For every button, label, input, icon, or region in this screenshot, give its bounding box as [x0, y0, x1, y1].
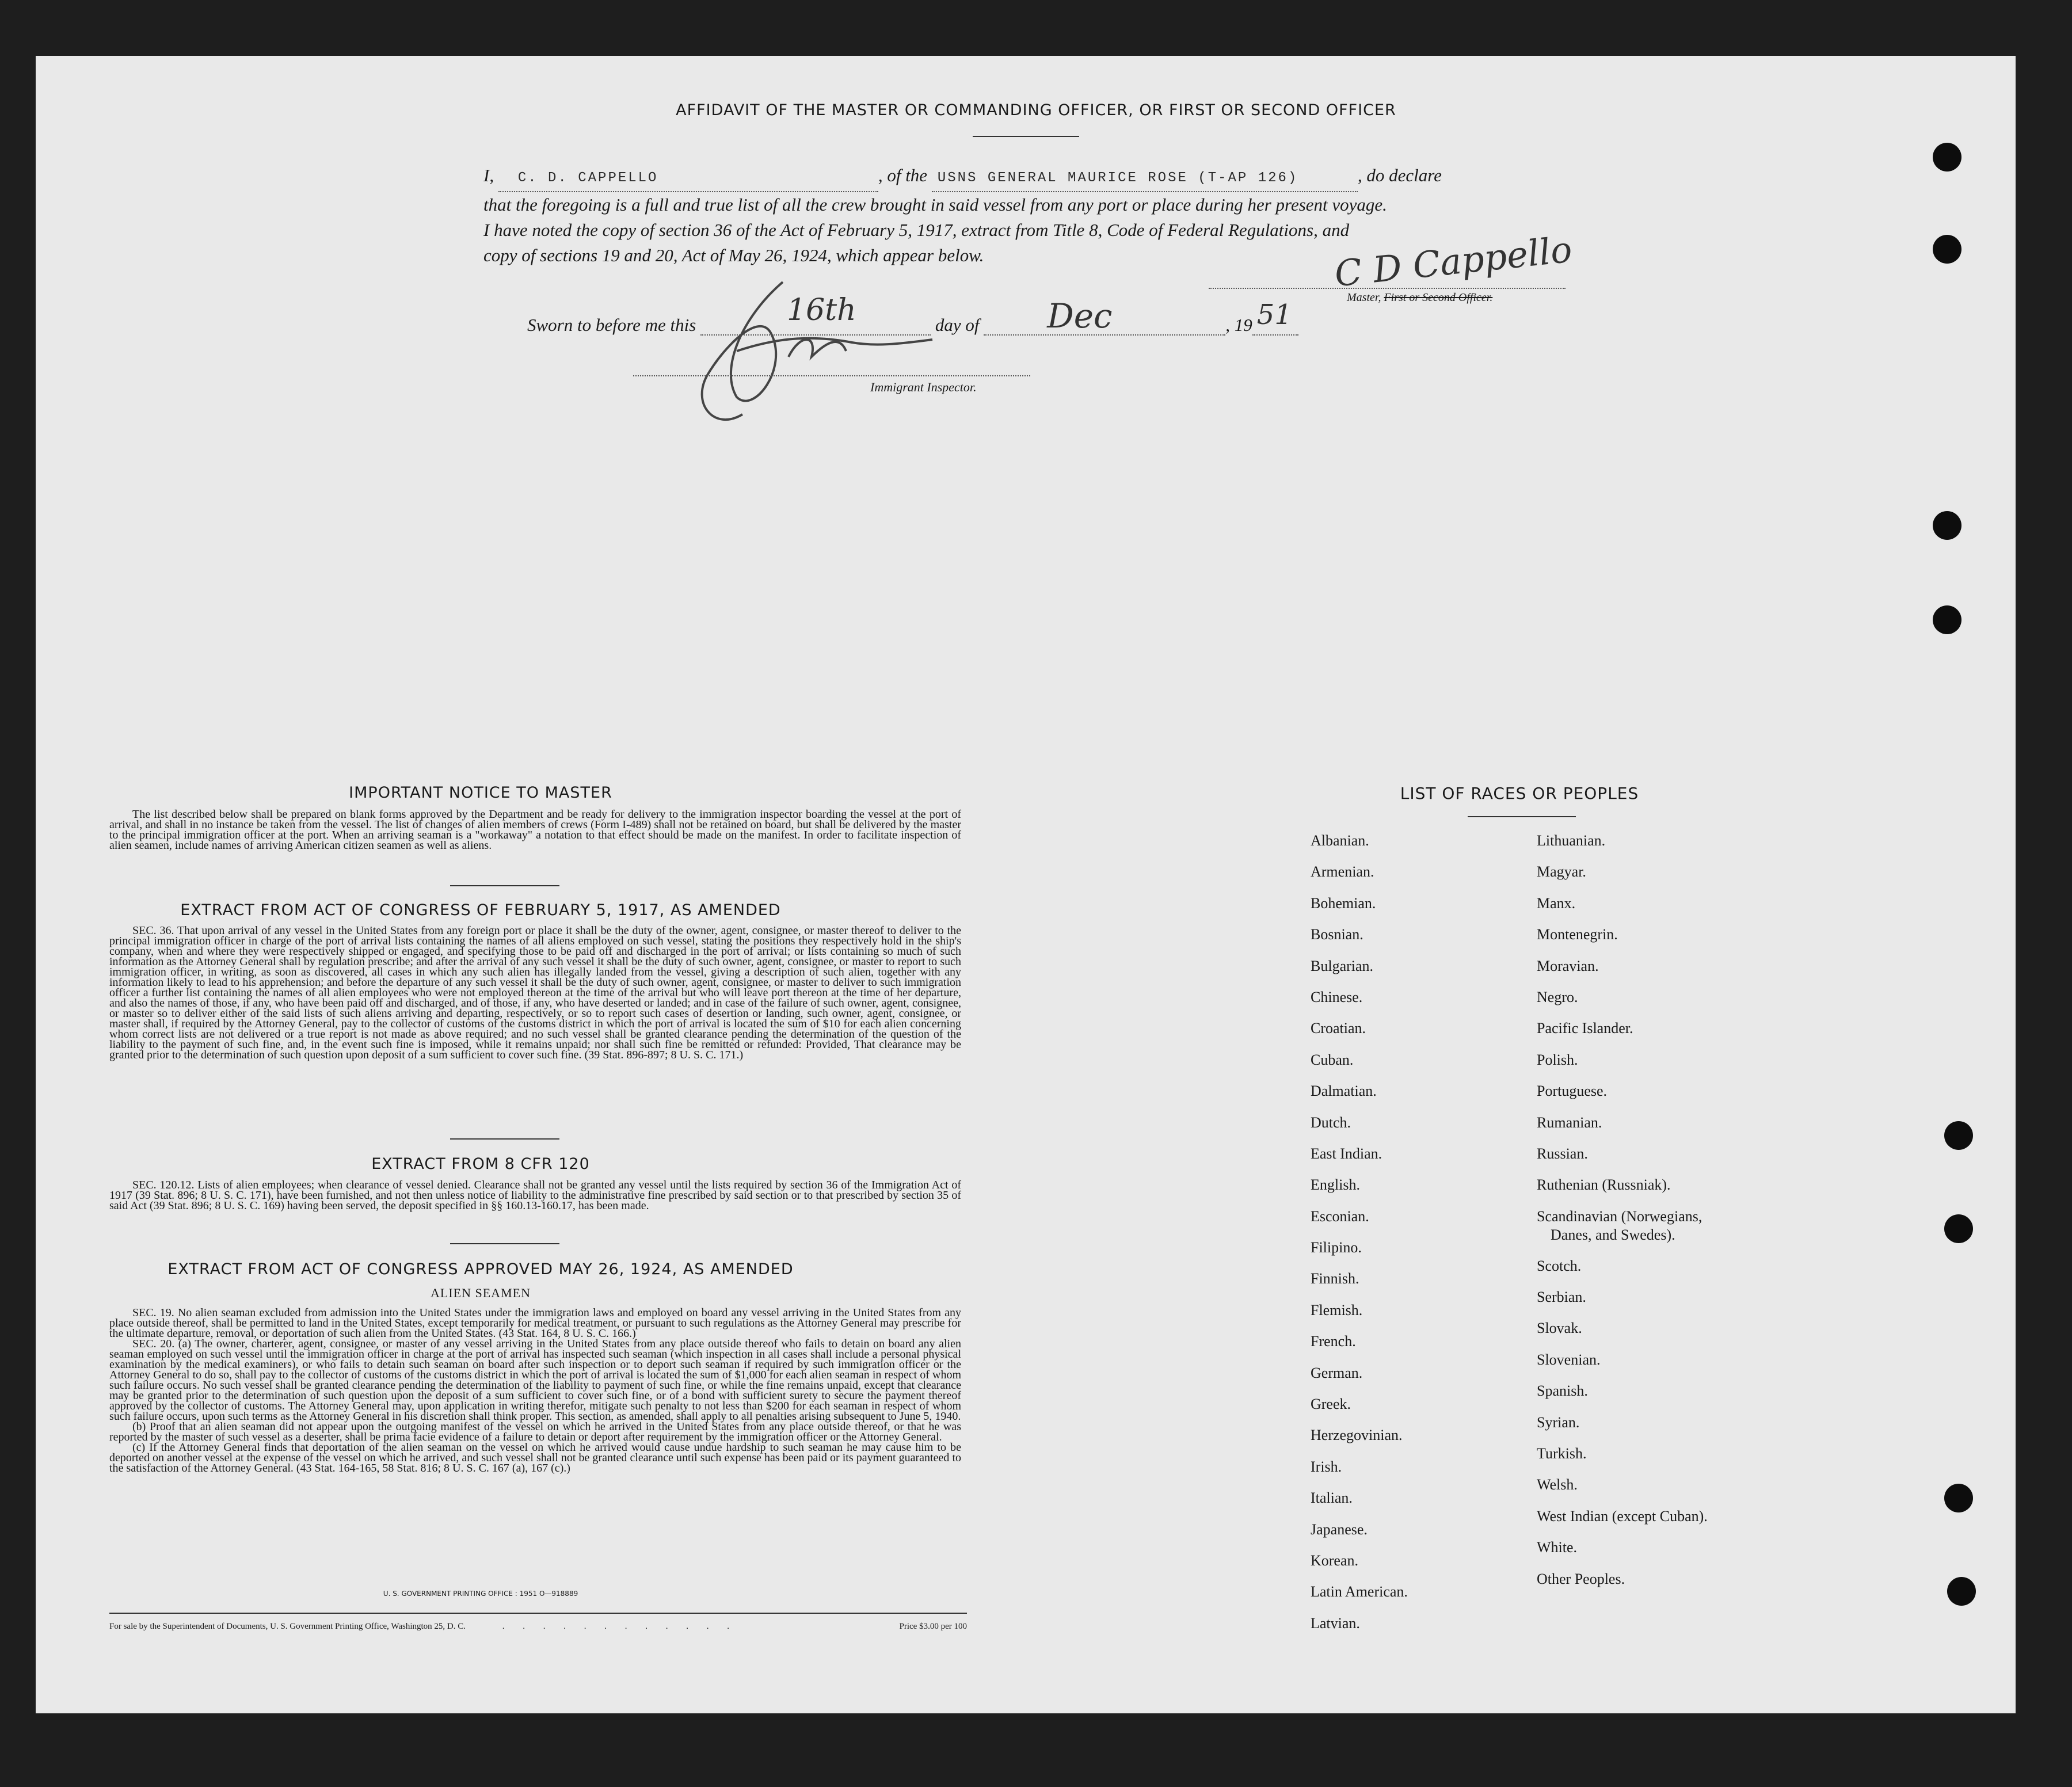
- race-item: Serbian.: [1537, 1289, 1586, 1306]
- race-item: Moravian.: [1537, 957, 1599, 974]
- struck-officer-label: First or Second Officer.: [1384, 291, 1493, 304]
- punch-hole: [1944, 1121, 1973, 1150]
- race-item: Pacific Islander.: [1537, 1020, 1633, 1037]
- inspector-label: Immigrant Inspector.: [870, 380, 977, 394]
- race-item: Spanish.: [1537, 1382, 1588, 1400]
- race-item: Russian.: [1537, 1145, 1588, 1162]
- section-divider: [450, 885, 559, 886]
- section-divider: [450, 1138, 559, 1140]
- footer-rule: [109, 1613, 967, 1614]
- race-item: White.: [1537, 1539, 1578, 1556]
- race-item: Negro.: [1537, 988, 1578, 1005]
- affidavit-line-4: copy of sections 19 and 20, Act of May 26, 1924, which appear below.: [483, 245, 984, 265]
- vessel-name-field: [932, 163, 1358, 192]
- race-item: French.: [1311, 1333, 1356, 1350]
- race-item: Esconian.: [1311, 1207, 1369, 1225]
- race-item: Irish.: [1311, 1458, 1342, 1475]
- notice-body: The list described below shall be prepared on blank forms approved by the Department and be ready for delivery to the immigration inspector boarding the vessel at the port of arrival, and shall in no instance be taken from the vessel. The list of changes of alien members of crews (Form I-489) shall not be retained on board, but shall be delivered by the master to the principal immigration officer at the port. When an arriving seaman is a "workaway" a notation to that effect should be made on the manifest. In order to facilitate inspection of alien seamen, include names of arriving American citizen seamen as well as aliens.: [109, 808, 961, 852]
- races-right-column: [1537, 825, 1825, 1595]
- race-item: Filipino.: [1311, 1239, 1362, 1256]
- race-item: Finnish.: [1311, 1270, 1359, 1287]
- races-divider: [1468, 816, 1576, 817]
- gpo-imprint: U. S. GOVERNMENT PRINTING OFFICE : 1951 O—918889: [383, 1590, 578, 1598]
- master-title: Master, First or Second Officer.: [1347, 291, 1493, 304]
- master-name-field: [498, 163, 878, 192]
- alien-seamen-subtitle: ALIEN SEAMEN: [431, 1286, 531, 1300]
- inspector-signature-line: [633, 375, 1030, 376]
- affidavit-line-1: I, C. D. CAPPELLO , of the USNS GENERAL MAURICE ROSE (T-AP 126) , do declare: [483, 163, 1577, 192]
- section-divider: [450, 1243, 559, 1244]
- race-item: Bulgarian.: [1311, 957, 1374, 974]
- race-item: Magyar.: [1537, 863, 1586, 881]
- races-left-column: [1311, 825, 1529, 1639]
- race-item: Korean.: [1311, 1552, 1359, 1569]
- race-item: Chinese.: [1311, 988, 1363, 1005]
- race-item: Dalmatian.: [1311, 1083, 1377, 1100]
- race-item: Lithuanian.: [1537, 832, 1606, 849]
- affidavit-line-3: I have noted the copy of section 36 of the Act of February 5, 1917, extract from Title 8, Code of Federal Regulations, and: [483, 220, 1350, 240]
- race-item: Scandinavian (Norwegians,: [1537, 1207, 1702, 1225]
- race-item: Other Peoples.: [1537, 1570, 1625, 1587]
- sworn-year-field: [1252, 299, 1298, 336]
- race-item: Latvian.: [1311, 1614, 1360, 1632]
- punch-hole: [1944, 1484, 1973, 1512]
- race-item: German.: [1311, 1364, 1363, 1381]
- race-item: Portuguese.: [1537, 1083, 1608, 1100]
- master-signature: C D Cappello: [1332, 228, 1574, 295]
- race-item: Bosnian.: [1311, 926, 1363, 943]
- race-item: Greek.: [1311, 1396, 1351, 1413]
- extract-cfr-title: EXTRACT FROM 8 CFR 120: [371, 1155, 590, 1173]
- race-item: Croatian.: [1311, 1020, 1366, 1037]
- race-item: Montenegrin.: [1537, 926, 1618, 943]
- races-title: LIST OF RACES OR PEOPLES: [1400, 784, 1639, 803]
- race-item: Ruthenian (Russniak).: [1537, 1176, 1671, 1194]
- sworn-line: Sworn to before me this 16th day of Dec , 19 51: [527, 314, 1298, 336]
- master-name: C. D. CAPPELLO: [517, 170, 658, 186]
- race-item: Dutch.: [1311, 1114, 1351, 1131]
- race-item: Turkish.: [1537, 1445, 1587, 1462]
- race-item: East Indian.: [1311, 1145, 1382, 1162]
- race-item: Japanese.: [1311, 1521, 1368, 1538]
- race-item: Slovenian.: [1537, 1351, 1601, 1368]
- race-item: Armenian.: [1311, 863, 1374, 881]
- extract-1917-body: SEC. 36. That upon arrival of any vessel in the United States from any foreign port or place it shall be the duty of the owner, agent, consignee, or master thereof to deliver to the principal immigration officer in charge of the port of arrival lists containing the names of all aliens employed on such vessel, stating the positions they respectively hold in the ship's company, when and where they were respectively shipped or engaged, and specifying those to be paid off and discharged in the port of arrival; or lists containing so much of such information as the Attorney General shall by regulation prescribe; and after the arrival of any such vessel it shall be the duty of such owner, agent, consignee, or master to report to such immigration officer, in writing, as soon as discovered, all cases in which any such alien has illegally landed from the vessel, giving a description of such alien, together with any information likely to lead to his apprehension; and before the departure of any such vessel it shall be the duty of such owner, agent, consignee, or master to deliver to such immigration officer a further list containing the names of all alien employees who were not employed thereon at the time of the arrival but who will leave port thereon at the time of her departure, and also the names of those, if any, who have been paid off and discharged, and of those, if any, who have deserted or landed; and in case of the failure of such owner, agent, consignee, or master so to deliver either of the said lists of such aliens arriving and departing, respectively, or so to report such cases of desertion or landing, such owner, agent, consignee, or master shall, if required by the Attorney General, pay to the collector of customs of the customs district in which the port of arrival is located the sum of $10 for each alien concerning whom correct lists are not delivered or a true report is not made as above required; and no such vessel shall be granted clearance pending the determination of the question of the liability to the payment of such fine, and, in the event such fine is imposed, while it remains unpaid; nor shall such fine be remitted or refunded: Provided, That clearance may be granted prior to the determination of such question upon deposit of a sum sufficient to cover such fine. (39 Stat. 896-897; 8 U. S. C. 171.): [109, 924, 961, 1061]
- vessel-name: USNS GENERAL MAURICE ROSE (T-AP 126): [937, 170, 1298, 186]
- punch-hole: [1933, 235, 1961, 264]
- sworn-day: 16th: [787, 293, 856, 327]
- sworn-year: 51: [1256, 299, 1292, 331]
- race-item: Rumanian.: [1537, 1114, 1602, 1131]
- punch-hole: [1933, 143, 1961, 172]
- race-item: Scotch.: [1537, 1257, 1582, 1274]
- race-item: Slovak.: [1537, 1320, 1582, 1337]
- affidavit-title: AFFIDAVIT OF THE MASTER OR COMMANDING OFFICER, OR FIRST OR SECOND OFFICER: [676, 101, 1396, 119]
- extract-1924-title: EXTRACT FROM ACT OF CONGRESS APPROVED MAY 26, 1924, AS AMENDED: [167, 1260, 794, 1278]
- race-item: Flemish.: [1311, 1301, 1363, 1319]
- punch-hole: [1947, 1577, 1976, 1606]
- sworn-month-field: [984, 296, 1225, 336]
- race-item: Bohemian.: [1311, 894, 1376, 912]
- race-item: Latin American.: [1311, 1583, 1408, 1601]
- inspector-signature: [656, 270, 955, 443]
- race-item: Welsh.: [1537, 1476, 1578, 1493]
- race-item: Manx.: [1537, 894, 1576, 912]
- title-divider: [973, 136, 1079, 137]
- punch-hole: [1944, 1214, 1973, 1243]
- race-item: Albanian.: [1311, 832, 1369, 849]
- race-item: Danes, and Swedes).: [1551, 1226, 1675, 1243]
- sworn-month: Dec: [1047, 296, 1113, 336]
- race-item: English.: [1311, 1176, 1360, 1194]
- race-item: Syrian.: [1537, 1413, 1580, 1431]
- extract-cfr-body: SEC. 120.12. Lists of alien employees; when clearance of vessel denied. Clearance shall not be granted any vessel until the lists required by section 36 of the Immigration Act of 1917 (39 Stat. 896; 8 U. S. C. 171), have been furnished, and not then unless notice of liability to the administrative fine prescribed by said section or to that prescribed by section 35 of said Act (39 Stat. 896; 8 U. S. C. 169) having been served, the deposit specified in §§ 160.13-160.17, has been made.: [109, 1179, 961, 1212]
- punch-hole: [1933, 605, 1961, 634]
- notice-title: IMPORTANT NOTICE TO MASTER: [349, 784, 612, 802]
- race-item: Italian.: [1311, 1489, 1353, 1507]
- punch-hole: [1933, 511, 1961, 540]
- master-signature-line: [1209, 288, 1566, 289]
- race-item: Cuban.: [1311, 1051, 1354, 1068]
- race-item: Herzegovinian.: [1311, 1427, 1403, 1444]
- race-item: Polish.: [1537, 1051, 1578, 1068]
- extract-1924-body: SEC. 19. No alien seaman excluded from admission into the United States under the immigration laws and employed on board any vessel arriving in the United States from any place outside thereof, shall be permitted to land in the United States, except temporarily for medical treatment, or pursuant to such regulations as the Attorney General may prescribe for the ultimate departure, removal, or deportation of such alien from the United States. (43 Stat. 164, 8 U. S. C. 166.) SEC. 20. (a) The owner, charterer, agent, consignee, or master of any vessel arriving in the United States from any place outside thereof who fails to detain on board any alien seaman employed on such vessel until the immigration officer in charge at the port of arrival has inspected such seaman (which inspection in all cases shall include a personal physical examination by the medical examiners), or who fails to detain such seaman on board after such inspection or to deport such seaman if required by such immigration officer or the Attorney General to do so, shall pay to the collector of customs of the customs district in which the port of arrival is located the sum of $1,000 for each alien seaman in respect of whom such failure occurs. No such vessel shall be granted clearance pending the determination of the liability to payment of such fine, or while the fine remains unpaid, except that clearance may be granted prior to the determination of such question upon the deposit of a sum sufficient to cover such fine, or of a bond with sufficient surety to secure the payment thereof approved by the collector of customs. The Attorney General may, upon application in writing therefor, mitigate such penalty to not less than $200 for each seaman in respect of whom such failure occurs, upon such terms as the Attorney General in his discretion shall think proper. This section, as amended, shall apply to all penalties arising subsequent to June 5, 1940. (b) Proof that an alien seaman did not appear upon the outgoing manifest of the vessel on which he arrived in the United States from any place outside thereof, or that he was reported by the master of such vessel as a deserter, shall be prima facie evidence of a failure to detain or deport after requirement by the immigration officer or the Attorney General. (c) If the Attorney General finds that deportation of the alien seaman on the vessel on which he arrived would cause undue hardship to such seaman he may cause him to be deported on another vessel at the expense of the vessel on which he arrived, and such vessel shall not be granted clearance until such expense has been paid or its payment guaranteed to the satisfaction of the Attorney General. (43 Stat. 164-165, 58 Stat. 816; 8 U. S. C. 167 (a), 167 (c).): [109, 1306, 961, 1474]
- affidavit-line-2: that the foregoing is a full and true list of all the crew brought in said vessel from any port or place during her present voyage.: [483, 195, 1387, 215]
- extract-1917-title: EXTRACT FROM ACT OF CONGRESS OF FEBRUARY 5, 1917, AS AMENDED: [180, 901, 781, 919]
- race-item: West Indian (except Cuban).: [1537, 1507, 1708, 1525]
- footer-sale-line: For sale by the Superintendent of Documents, U. S. Government Printing Office, Washington 25, D. C. . . . . . . . . . . . . Price $3.00 per 100: [109, 1622, 967, 1631]
